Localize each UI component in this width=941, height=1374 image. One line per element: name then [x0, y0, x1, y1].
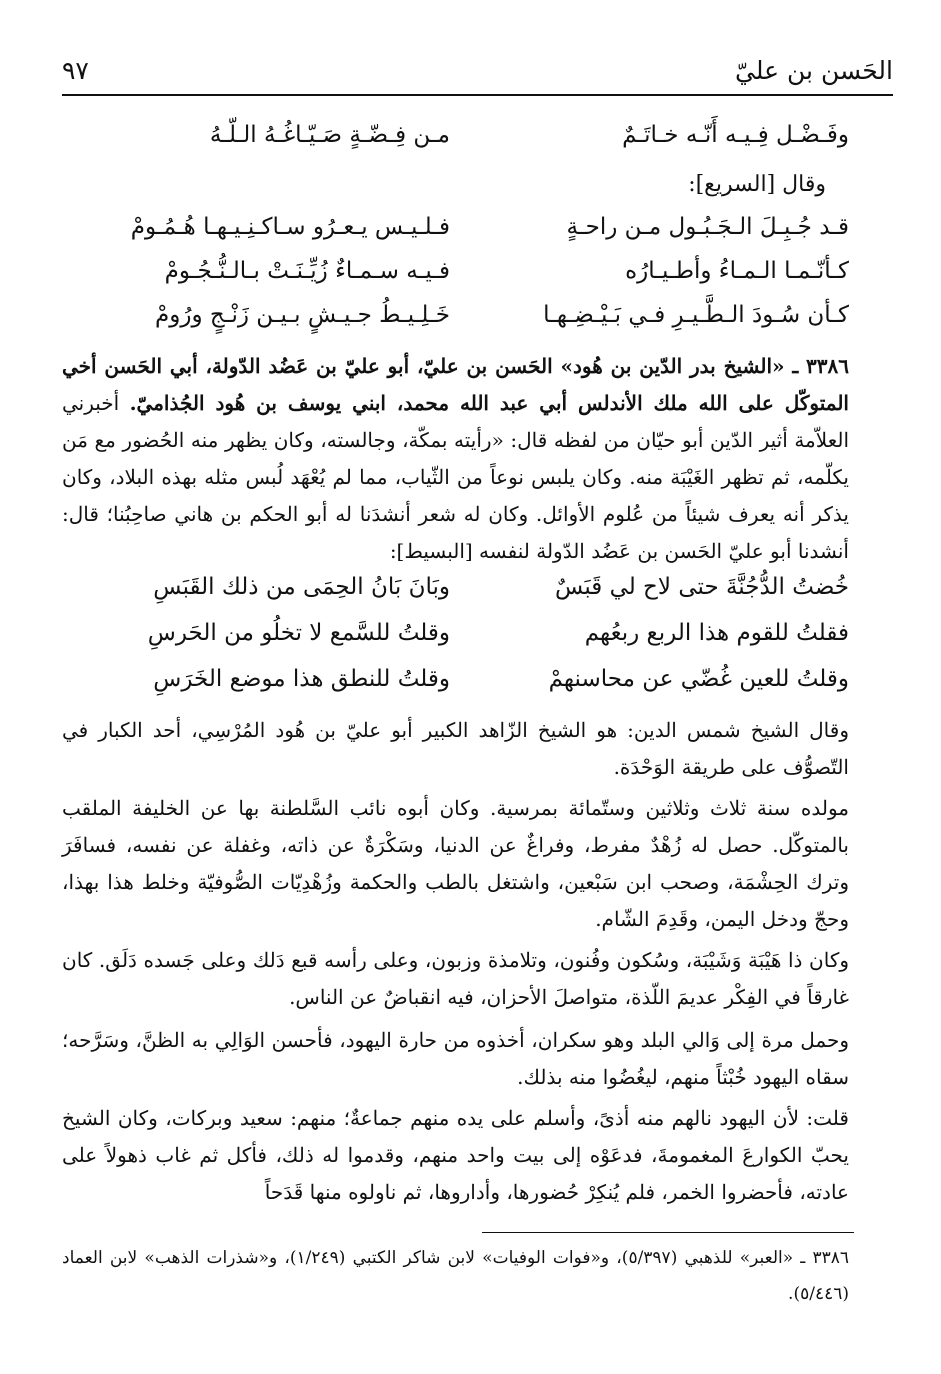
verse-second-hemistich: فـيـه سـمـاءٌ زُيِّـنَـتْ بـالـنُّـجُـومْ [164, 258, 450, 284]
running-head-title: الحَسن بن عليّ [735, 56, 893, 85]
verse-line [100, 214, 849, 258]
verse-line [100, 122, 849, 166]
paragraph: وكان ذا هَيْبَة وَشَيْبَة، وسُكون وفُنون، وتلامذة وزبون، وعلى رأسه قبع دَلك وعلى جَسده دَلَق. كان غارقاً في الفِكْر عديمَ اللّذة، متواصلَ الأحزان، فيه انقباضٌ عن الناس. [62, 948, 850, 1009]
verse-first-hemistich: فقلتُ للقوم هذا الربع ربعُهم [584, 620, 849, 646]
verse-first-hemistich: كـأنّـمـا الـمـاءُ وأطـيـارُه [625, 258, 849, 284]
page-number: ٩٧ [62, 56, 89, 85]
verse-second-hemistich: وبَانَ بَانُ الحِمَى من ذلك القَبَسِ [153, 574, 450, 600]
verse-line [100, 258, 849, 302]
verse-line [100, 574, 849, 618]
footnote-divider [482, 1232, 854, 1233]
paragraph: قلت: لأن اليهود نالهم منه أذىً، وأسلم على يده منهم جماعةٌ؛ منهم: سعيد وبركات، وكان الشيخ يحبّ الكوارعَ المغمومةَ، فدعَوْه إلى بيت واحد منهم، وقدموا له ذلك، فأكل ثم غاب ذهولاً على عادته، فأحضروا الخمر، فلم يُنكِرْ حُضورها، وأداروها، ثم ناولوه منها قَدَحاً [62, 1106, 849, 1204]
verse-first-hemistich: وفَـضْـل فِـيـه أَنّـه خـاتَـمٌ [622, 122, 849, 148]
entry-paragraph [62, 348, 849, 570]
verse-first-hemistich: كـأن سُـودَ الـطَّـيـرِ فـي بَـيْـضِـهـا [543, 302, 849, 328]
verse-line [100, 302, 849, 346]
verse-first-hemistich: خُضتُ الدُّجُنَّةَ حتى لاح لي قَبَسٌ [555, 574, 849, 600]
verse-line [100, 620, 849, 664]
header-divider [62, 94, 893, 96]
verse-second-hemistich: وقلتُ للنطق هذا موضع الخَرَسِ [153, 666, 450, 692]
entry-text: أخبرني العلاّمة أثير الدّين أبو حيّان من لفظه قال: «رأيته بمكّة، وجالسته، وكان يظهر منه الحُضور مع مَن يكلّمه، ثم تظهر الغَيْبَة منه. وكان يلبس نوعاً من الثّياب، مما لم يُعْهَد لُبس مثله بهذه البلاد، وكان يذكر أنه يعرف شيئاً من عُلوم الأوائل. وكان له شعر أنشدَنا له أبو الحكم بن هاني صاحِبُنا؛ قال: أنشدنا أبو عليّ الحَسن بن عَضُد الدّولة لنفسه [البسيط]: [62, 391, 850, 563]
verse-second-hemistich: مـن فِـضّـةٍ صَـيّـاغُـهُ الـلّـهُ [209, 122, 450, 148]
verse-second-hemistich: خَـلِـيـطُ جـيـشٍ بـيـن زَنْـجٍ ورُومْ [154, 302, 450, 328]
running-head [62, 52, 893, 92]
entry-heading: ٣٣٨٦ ـ «الشيخ بدر الدّين بن هُود» الحَسن بن عليّ، أبو عليّ بن عَضُد الدّولة، أبي الحَسن أخي المتوكّل على الله ملك الأندلس أبي عبد الله محمد، ابني يوسف بن هُود الجُذاميّ. [62, 354, 849, 415]
footnote: ٣٣٨٦ ـ «العبر» للذهبي (٥/٣٩٧)، و«فوات الوفيات» لابن شاكر الكتبي (١/٢٤٩)، و«شذرات الذهب» لابن العماد (٥/٤٤٦). [62, 1248, 850, 1304]
verse-first-hemistich: وقلتُ للعين غُضّي عن محاسنهمْ [548, 666, 849, 692]
meter-label: وقال [السريع]: [688, 172, 826, 197]
paragraph: وحمل مرة إلى وَالي البلد وهو سكران، أخذوه من حارة اليهود، فأحسن الوَالِي به الظنَّ، وسَرَّحه؛ سقاه اليهود خُبْثاً منهم، ليغُضُوا منه بذلك. [62, 1028, 849, 1089]
verse-second-hemistich: فـلـيـس يـعـرُو سـاكـنِـيـهـا هُـمُـومْ [130, 214, 450, 240]
paragraph: مولده سنة ثلاث وثلاثين وستّمائة بمرسية. وكان أبوه نائب السَّلطنة بها عن الخليفة الملقب بالمتوكّل. حصل له زُهْدٌ مفرط، وفراغٌ عن الدنيا، وسَكْرَةٌ عن ذاته، وغفلة عن نفسه، فسافَرَ وترك الحِشْمَة، وصحب ابن سَبْعين، واشتغل بالطب والحكمة وزُهْدِيّات الصُّوفيّة وخلط هذا بهذا، وحجّ ودخل اليمن، وقَدِمَ الشّام. [62, 796, 849, 931]
verse-second-hemistich: وقلتُ للسَّمع لا تخلُو من الحَرسِ [147, 620, 450, 646]
verse-first-hemistich: قـد جُـبِـلَ الـجَـبُـول مـن راحـةٍ [566, 214, 849, 240]
verse-line [100, 666, 849, 710]
paragraph: وقال الشيخ شمس الدين: هو الشيخ الزّاهد الكبير أبو عليّ بن هُود المُرْسِي، أحد الكبار في التّصوُّف على طريقة الوَحْدَة. [62, 718, 849, 779]
